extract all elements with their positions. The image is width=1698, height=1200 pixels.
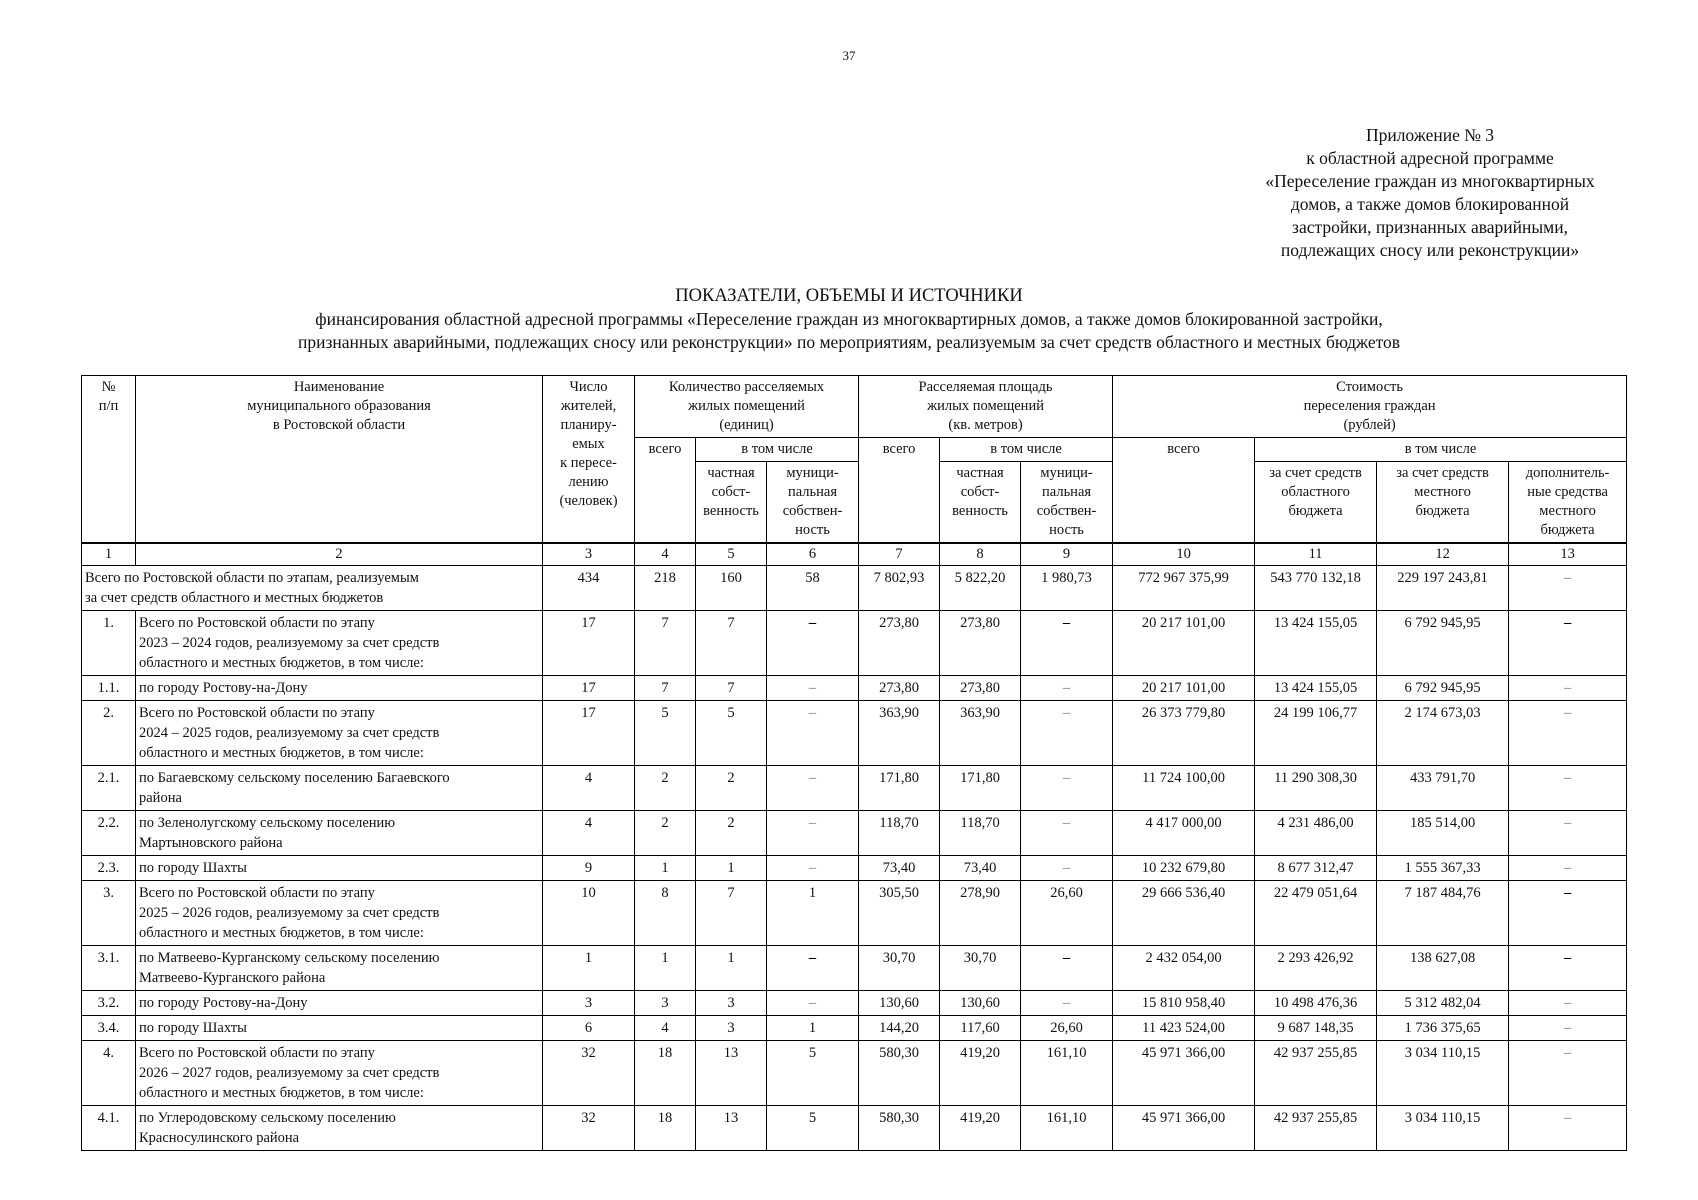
row-value: 13 424 155,05 — [1255, 676, 1377, 701]
row-number: 4. — [82, 1041, 136, 1106]
row-value: 130,60 — [859, 991, 940, 1016]
row-value: – — [1021, 676, 1113, 701]
row-value: 30,70 — [940, 946, 1021, 991]
row-value: 2 — [696, 766, 767, 811]
header-row — [82, 376, 1627, 438]
row-value: 580,30 — [859, 1106, 940, 1151]
appendix-note — [1230, 124, 1630, 262]
row-value: 11 290 308,30 — [1255, 766, 1377, 811]
row-name: по Углеродовскому сельскому поселению Красносулинского района — [136, 1106, 543, 1151]
row-value: – — [1509, 701, 1627, 766]
row-value: 1 — [543, 946, 635, 991]
row-value: 8 677 312,47 — [1255, 856, 1377, 881]
row-value: – — [1509, 856, 1627, 881]
header-cost-total: всего — [1113, 438, 1255, 544]
row-value: 419,20 — [940, 1041, 1021, 1106]
row-value: 580,30 — [859, 1041, 940, 1106]
row-value: 161,10 — [1021, 1041, 1113, 1106]
row-value: 2 — [635, 766, 696, 811]
column-number: 1 — [82, 543, 136, 566]
row-value: 17 — [543, 611, 635, 676]
row-value: – — [1509, 881, 1627, 946]
row-value: 3 — [696, 991, 767, 1016]
row-value: 10 498 476,36 — [1255, 991, 1377, 1016]
row-value: 273,80 — [940, 676, 1021, 701]
table-row — [82, 881, 1627, 946]
row-value: 3 034 110,15 — [1377, 1041, 1509, 1106]
row-value: – — [767, 611, 859, 676]
row-value: 5 822,20 — [940, 566, 1021, 611]
row-value: 273,80 — [859, 611, 940, 676]
row-value: 4 — [543, 811, 635, 856]
row-value: 20 217 101,00 — [1113, 676, 1255, 701]
column-number: 5 — [696, 543, 767, 566]
row-value: 1 — [696, 856, 767, 881]
header-no: № п/п — [82, 376, 136, 544]
row-value: 18 — [635, 1106, 696, 1151]
row-value: – — [1509, 811, 1627, 856]
row-number: 3. — [82, 881, 136, 946]
row-value: 5 312 482,04 — [1377, 991, 1509, 1016]
row-value: 161,10 — [1021, 1106, 1113, 1151]
row-value: 6 — [543, 1016, 635, 1041]
row-value: 1 — [635, 946, 696, 991]
row-value: 363,90 — [859, 701, 940, 766]
header-units-private: частная собст- венность — [696, 462, 767, 544]
row-name: по городу Шахты — [136, 856, 543, 881]
row-value: 10 — [543, 881, 635, 946]
column-number: 9 — [1021, 543, 1113, 566]
row-value: 4 417 000,00 — [1113, 811, 1255, 856]
column-number: 11 — [1255, 543, 1377, 566]
appendix-line: подлежащих сносу или реконструкции» — [1280, 240, 1580, 260]
table-row — [82, 1016, 1627, 1041]
row-value: 130,60 — [940, 991, 1021, 1016]
row-value: 363,90 — [940, 701, 1021, 766]
row-name: по Матвеево-Курганскому сельскому поселению Матвеево-Курганского района — [136, 946, 543, 991]
row-value: 3 — [635, 991, 696, 1016]
row-value: – — [1509, 1106, 1627, 1151]
row-value: 2 432 054,00 — [1113, 946, 1255, 991]
row-value: 7 802,93 — [859, 566, 940, 611]
document-title: ПОКАЗАТЕЛИ, ОБЪЕМЫ И ИСТОЧНИКИ — [675, 286, 1023, 306]
row-value: 273,80 — [859, 676, 940, 701]
row-value: 772 967 375,99 — [1113, 566, 1255, 611]
header-residents: Число жителей, планиру- емых к пересе- лению (человек) — [543, 376, 635, 544]
row-value: – — [1509, 991, 1627, 1016]
row-value: 1 555 367,33 — [1377, 856, 1509, 881]
row-value: 117,60 — [940, 1016, 1021, 1041]
header-local-budget: за счет средств местного бюджета — [1377, 462, 1509, 544]
row-value: 42 937 255,85 — [1255, 1041, 1377, 1106]
column-number: 10 — [1113, 543, 1255, 566]
row-value: 5 — [696, 701, 767, 766]
header-cost: Стоимость переселения граждан (рублей) — [1113, 376, 1627, 438]
header-units: Количество расселяемых жилых помещений (единиц) — [635, 376, 859, 438]
row-value: 73,40 — [940, 856, 1021, 881]
row-value: – — [1509, 766, 1627, 811]
row-number: 1. — [82, 611, 136, 676]
row-value: 8 — [635, 881, 696, 946]
row-value: 1 980,73 — [1021, 566, 1113, 611]
row-name: Всего по Ростовской области по этапу 2026 – 2027 годов, реализуемому за счет средств областного и местных бюджетов, в том числе: — [136, 1041, 543, 1106]
row-value: 229 197 243,81 — [1377, 566, 1509, 611]
row-value: 1 — [767, 881, 859, 946]
row-value: 118,70 — [859, 811, 940, 856]
row-value: 171,80 — [940, 766, 1021, 811]
column-number: 3 — [543, 543, 635, 566]
row-value: 29 666 536,40 — [1113, 881, 1255, 946]
row-number: 1.1. — [82, 676, 136, 701]
header-area: Расселяемая площадь жилых помещений (кв. метров) — [859, 376, 1113, 438]
row-name: Всего по Ростовской области по этапу 2024 – 2025 годов, реализуемому за счет средств областного и местных бюджетов, в том числе: — [136, 701, 543, 766]
row-name: Всего по Ростовской области по этапу 2023 – 2024 годов, реализуемому за счет средств областного и местных бюджетов, в том числе: — [136, 611, 543, 676]
row-value: 160 — [696, 566, 767, 611]
row-value: 20 217 101,00 — [1113, 611, 1255, 676]
row-value: 2 174 673,03 — [1377, 701, 1509, 766]
row-number: 3.2. — [82, 991, 136, 1016]
header-cost-incl: в том числе — [1255, 438, 1627, 462]
row-value: 9 — [543, 856, 635, 881]
row-value: 419,20 — [940, 1106, 1021, 1151]
row-value: – — [767, 946, 859, 991]
row-value: 10 232 679,80 — [1113, 856, 1255, 881]
header-units-total: всего — [635, 438, 696, 544]
header-units-municipal: муници- пальная собствен- ность — [767, 462, 859, 544]
row-number: 2.2. — [82, 811, 136, 856]
row-value: – — [767, 701, 859, 766]
header-area-municipal: муници- пальная собствен- ность — [1021, 462, 1113, 544]
row-value: 18 — [635, 1041, 696, 1106]
column-number: 6 — [767, 543, 859, 566]
header-area-incl: в том числе — [940, 438, 1113, 462]
appendix-line: «Переселение граждан из многоквартирных — [1265, 171, 1595, 191]
row-value: 1 — [696, 946, 767, 991]
row-value: 144,20 — [859, 1016, 940, 1041]
row-value: – — [1021, 946, 1113, 991]
row-value: 118,70 — [940, 811, 1021, 856]
row-value: 9 687 148,35 — [1255, 1016, 1377, 1041]
row-value: 30,70 — [859, 946, 940, 991]
row-value: 7 — [635, 611, 696, 676]
row-number: 3.4. — [82, 1016, 136, 1041]
table-row — [82, 991, 1627, 1016]
table-row — [82, 676, 1627, 701]
table-row — [82, 811, 1627, 856]
row-value: 32 — [543, 1041, 635, 1106]
table-row — [82, 701, 1627, 766]
header-name: Наименование муниципального образования в Ростовской области — [136, 376, 543, 544]
row-value: – — [1021, 766, 1113, 811]
column-number: 13 — [1509, 543, 1627, 566]
row-value: 13 — [696, 1106, 767, 1151]
row-value: 13 — [696, 1041, 767, 1106]
row-name: по городу Ростову-на-Дону — [136, 991, 543, 1016]
table-row — [82, 1106, 1627, 1151]
row-value: 278,90 — [940, 881, 1021, 946]
row-value: 218 — [635, 566, 696, 611]
row-value: – — [1509, 566, 1627, 611]
row-number: 4.1. — [82, 1106, 136, 1151]
row-number: 3.1. — [82, 946, 136, 991]
table-row — [82, 611, 1627, 676]
row-value: 185 514,00 — [1377, 811, 1509, 856]
row-value: – — [1509, 1041, 1627, 1106]
row-value: 138 627,08 — [1377, 946, 1509, 991]
row-value: 7 187 484,76 — [1377, 881, 1509, 946]
row-value: 171,80 — [859, 766, 940, 811]
table-row — [82, 946, 1627, 991]
row-value: 42 937 255,85 — [1255, 1106, 1377, 1151]
row-number: 2.3. — [82, 856, 136, 881]
row-value: 22 479 051,64 — [1255, 881, 1377, 946]
row-value: 5 — [767, 1106, 859, 1151]
row-value: 58 — [767, 566, 859, 611]
header-area-private: частная собст- венность — [940, 462, 1021, 544]
column-number: 7 — [859, 543, 940, 566]
row-value: 11 724 100,00 — [1113, 766, 1255, 811]
row-value: 26,60 — [1021, 1016, 1113, 1041]
row-value: – — [1021, 856, 1113, 881]
row-value: 11 423 524,00 — [1113, 1016, 1255, 1041]
row-value: 7 — [635, 676, 696, 701]
row-value: 24 199 106,77 — [1255, 701, 1377, 766]
financing-table — [81, 375, 1627, 1151]
row-value: 3 034 110,15 — [1377, 1106, 1509, 1151]
row-value: 5 — [767, 1041, 859, 1106]
row-value: – — [1509, 676, 1627, 701]
row-value: 3 — [696, 1016, 767, 1041]
header-units-incl: в том числе — [696, 438, 859, 462]
subtitle-line: финансирования областной адресной программы «Переселение граждан из многоквартирных домов, а также домов блокированной застройки, — [315, 309, 1383, 329]
document-subtitle — [0, 308, 1698, 354]
row-value: 5 — [635, 701, 696, 766]
table-row — [82, 1041, 1627, 1106]
appendix-line: домов, а также домов блокированной — [1290, 194, 1570, 214]
row-value: – — [1021, 701, 1113, 766]
appendix-line: к областной адресной программе — [1306, 148, 1554, 168]
row-value: 543 770 132,18 — [1255, 566, 1377, 611]
row-value: – — [767, 856, 859, 881]
header-area-total: всего — [859, 438, 940, 544]
row-value: 4 — [543, 766, 635, 811]
row-value: 433 791,70 — [1377, 766, 1509, 811]
row-value: – — [1021, 611, 1113, 676]
row-value: 273,80 — [940, 611, 1021, 676]
row-value: 2 — [635, 811, 696, 856]
row-value: – — [1021, 991, 1113, 1016]
table-row — [82, 566, 1627, 611]
row-value: – — [1509, 946, 1627, 991]
row-name: по городу Ростову-на-Дону — [136, 676, 543, 701]
row-value: 1 — [635, 856, 696, 881]
page-number: 37 — [842, 48, 856, 63]
row-value: 3 — [543, 991, 635, 1016]
row-value: 2 — [696, 811, 767, 856]
row-value: 73,40 — [859, 856, 940, 881]
appendix-line: Приложение № 3 — [1365, 125, 1495, 145]
column-number: 4 — [635, 543, 696, 566]
header-extra-local: дополнитель- ные средства местного бюджета — [1509, 462, 1627, 544]
row-value: – — [767, 991, 859, 1016]
row-value: 13 424 155,05 — [1255, 611, 1377, 676]
row-value: – — [1509, 1016, 1627, 1041]
row-name: Всего по Ростовской области по этапам, реализуемым за счет средств областного и местных бюджетов — [82, 566, 543, 611]
row-value: 305,50 — [859, 881, 940, 946]
row-value: 17 — [543, 701, 635, 766]
row-value: 15 810 958,40 — [1113, 991, 1255, 1016]
row-value: – — [1021, 811, 1113, 856]
row-value: – — [767, 811, 859, 856]
row-value: – — [767, 766, 859, 811]
row-value: 32 — [543, 1106, 635, 1151]
header-regional-budget: за счет средств областного бюджета — [1255, 462, 1377, 544]
row-name: Всего по Ростовской области по этапу 2025 – 2026 годов, реализуемому за счет средств областного и местных бюджетов, в том числе: — [136, 881, 543, 946]
column-numbers-row — [82, 543, 1627, 566]
row-value: 26,60 — [1021, 881, 1113, 946]
row-name: по Зеленолугскому сельскому поселению Мартыновского района — [136, 811, 543, 856]
row-value: 434 — [543, 566, 635, 611]
row-name: по Багаевскому сельскому поселению Багаевского района — [136, 766, 543, 811]
row-value: 17 — [543, 676, 635, 701]
row-value: 4 — [635, 1016, 696, 1041]
column-number: 8 — [940, 543, 1021, 566]
row-value: 7 — [696, 611, 767, 676]
row-value: 6 792 945,95 — [1377, 611, 1509, 676]
appendix-line: застройки, признанных аварийными, — [1292, 217, 1568, 237]
column-number: 12 — [1377, 543, 1509, 566]
row-value: 45 971 366,00 — [1113, 1041, 1255, 1106]
row-value: 45 971 366,00 — [1113, 1106, 1255, 1151]
table-row — [82, 856, 1627, 881]
row-value: 4 231 486,00 — [1255, 811, 1377, 856]
row-value: 7 — [696, 676, 767, 701]
row-name: по городу Шахты — [136, 1016, 543, 1041]
row-number: 2. — [82, 701, 136, 766]
row-value: 6 792 945,95 — [1377, 676, 1509, 701]
table-row — [82, 766, 1627, 811]
subtitle-line: признанных аварийными, подлежащих сносу или реконструкции» по мероприятиям, реализуемым за счет средств областного и местных бюджетов — [297, 332, 1401, 352]
row-value: – — [1509, 611, 1627, 676]
row-value: 7 — [696, 881, 767, 946]
row-value: 1 736 375,65 — [1377, 1016, 1509, 1041]
row-value: 2 293 426,92 — [1255, 946, 1377, 991]
row-value: 26 373 779,80 — [1113, 701, 1255, 766]
row-number: 2.1. — [82, 766, 136, 811]
row-value: – — [767, 676, 859, 701]
row-value: 1 — [767, 1016, 859, 1041]
column-number: 2 — [136, 543, 543, 566]
